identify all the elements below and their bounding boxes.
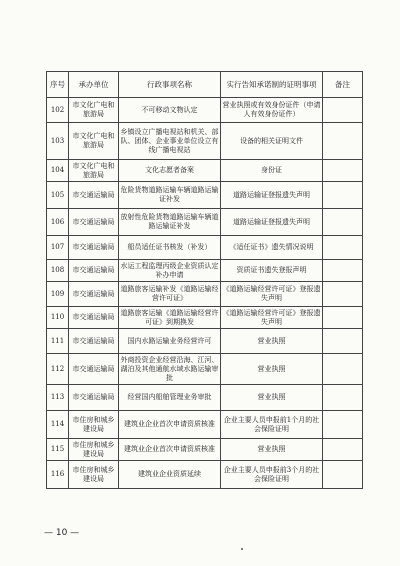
cell-item: 建筑业企业首次申请资质核准 — [119, 439, 221, 461]
cell-note — [323, 411, 363, 439]
header-item: 行政事项名称 — [119, 72, 221, 98]
cell-unit: 市交通运输局 — [69, 329, 119, 354]
header-num: 序号 — [47, 72, 69, 98]
cell-cert: 道路运输证登报遗失声明 — [221, 209, 323, 236]
cell-item: 建筑业企业资质延续 — [119, 461, 221, 489]
table-row — [47, 123, 363, 160]
cell-note — [323, 354, 363, 385]
cell-cert: 营业执照 — [221, 329, 323, 354]
cell-note — [323, 385, 363, 411]
cell-unit: 市交通运输局 — [69, 182, 119, 209]
cell-cert: 企业主要人员申报前3个月的社会保险证明 — [221, 461, 323, 489]
cell-num: 114 — [47, 411, 69, 439]
scan-dot — [241, 548, 243, 550]
cell-unit: 市交通运输局 — [69, 209, 119, 236]
cell-note — [323, 329, 363, 354]
table-row — [47, 385, 363, 411]
cell-unit: 市交通运输局 — [69, 260, 119, 282]
cell-item: 建筑业企业首次申请资质核准 — [119, 411, 221, 439]
cell-unit: 市住房和城乡建设局 — [69, 411, 119, 439]
cell-cert: 营业执照 — [221, 439, 323, 461]
cell-cert: 营业执照 — [221, 385, 323, 411]
cell-cert: 企业主要人员申报前1个月的社会保险证明 — [221, 411, 323, 439]
cell-cert: 营业执照 — [221, 354, 323, 385]
table-row — [47, 260, 363, 282]
cell-note — [323, 160, 363, 182]
cell-unit: 市住房和城乡建设局 — [69, 439, 119, 461]
table-header-row — [47, 72, 363, 98]
cell-note — [323, 282, 363, 307]
cell-item: 乡镇设立广播电视站和机关、部队、团体、企业事业单位设立有线广播电视站 — [119, 123, 221, 160]
cell-item: 国内水路运输业务经营许可 — [119, 329, 221, 354]
cell-item: 不可移动文物认定 — [119, 98, 221, 123]
cell-note — [323, 182, 363, 209]
cell-cert: 设备的相关证明文件 — [221, 123, 323, 160]
table-row — [47, 307, 363, 329]
table-row — [47, 209, 363, 236]
cell-unit: 市交通运输局 — [69, 236, 119, 260]
cell-num: 116 — [47, 461, 69, 489]
cell-item: 道路旅客运输《道路运输经营许可证》到期换发 — [119, 307, 221, 329]
cell-num: 110 — [47, 307, 69, 329]
cell-note — [323, 236, 363, 260]
certification-items-table — [46, 71, 363, 489]
cell-unit: 市交通运输局 — [69, 385, 119, 411]
table-row — [47, 461, 363, 489]
cell-unit: 市交通运输局 — [69, 282, 119, 307]
cell-item: 文化志愿者备案 — [119, 160, 221, 182]
cell-num: 102 — [47, 98, 69, 123]
cell-note — [323, 123, 363, 160]
table-row — [47, 160, 363, 182]
page-number: — 10 — — [44, 528, 80, 538]
cell-unit: 市文化广电和旅游局 — [69, 160, 119, 182]
cell-item: 道路旅客运输补发《道路运输经营许可证》 — [119, 282, 221, 307]
cell-note — [323, 307, 363, 329]
cell-num: 107 — [47, 236, 69, 260]
cell-item: 外商投资企业经营沿海、江河、湖泊及其他通航水域水路运输审批 — [119, 354, 221, 385]
cell-unit: 市文化广电和旅游局 — [69, 98, 119, 123]
cell-cert: 资质证书遗失登报声明 — [221, 260, 323, 282]
header-cert: 实行告知承诺制的证明事项 — [221, 72, 323, 98]
cell-note — [323, 209, 363, 236]
table-row — [47, 182, 363, 209]
cell-unit: 市文化广电和旅游局 — [69, 123, 119, 160]
header-note: 备注 — [323, 72, 363, 98]
cell-num: 104 — [47, 160, 69, 182]
cell-item: 水运工程监理丙级企业资质认定补办申请 — [119, 260, 221, 282]
cell-item: 放射性危险货物道路运输车辆道路运输证补发 — [119, 209, 221, 236]
table-row — [47, 439, 363, 461]
cell-cert: 《道路运输经营许可证》登报遗失声明 — [221, 282, 323, 307]
cell-note — [323, 98, 363, 123]
table-row — [47, 354, 363, 385]
cell-item: 船员适任证书核发（补发） — [119, 236, 221, 260]
table-row — [47, 282, 363, 307]
cell-item: 经营国内船舶管理业务审批 — [119, 385, 221, 411]
table-row — [47, 98, 363, 123]
cell-num: 113 — [47, 385, 69, 411]
cell-num: 103 — [47, 123, 69, 160]
cell-cert: 《适任证书》遗失情况说明 — [221, 236, 323, 260]
table-row — [47, 236, 363, 260]
cell-unit: 市交通运输局 — [69, 307, 119, 329]
cell-note — [323, 260, 363, 282]
cell-num: 111 — [47, 329, 69, 354]
cell-num: 108 — [47, 260, 69, 282]
cell-num: 109 — [47, 282, 69, 307]
cell-unit: 市交通运输局 — [69, 354, 119, 385]
header-unit: 承办单位 — [69, 72, 119, 98]
table-row — [47, 411, 363, 439]
cell-num: 105 — [47, 182, 69, 209]
cell-num: 112 — [47, 354, 69, 385]
cell-cert: 营业执照或有效身份证件（申请人有效身份证件） — [221, 98, 323, 123]
cell-num: 106 — [47, 209, 69, 236]
cell-note — [323, 439, 363, 461]
cell-unit: 市住房和城乡建设局 — [69, 461, 119, 489]
table-body — [47, 98, 363, 489]
cell-cert: 《道路运输经营许可证》登报遗失声明 — [221, 307, 323, 329]
cell-note — [323, 461, 363, 489]
cell-num: 115 — [47, 439, 69, 461]
cell-cert: 身份证 — [221, 160, 323, 182]
cell-cert: 道路运输证登报遗失声明 — [221, 182, 323, 209]
cell-item: 危险货物道路运输车辆道路运输证补发 — [119, 182, 221, 209]
table-row — [47, 329, 363, 354]
